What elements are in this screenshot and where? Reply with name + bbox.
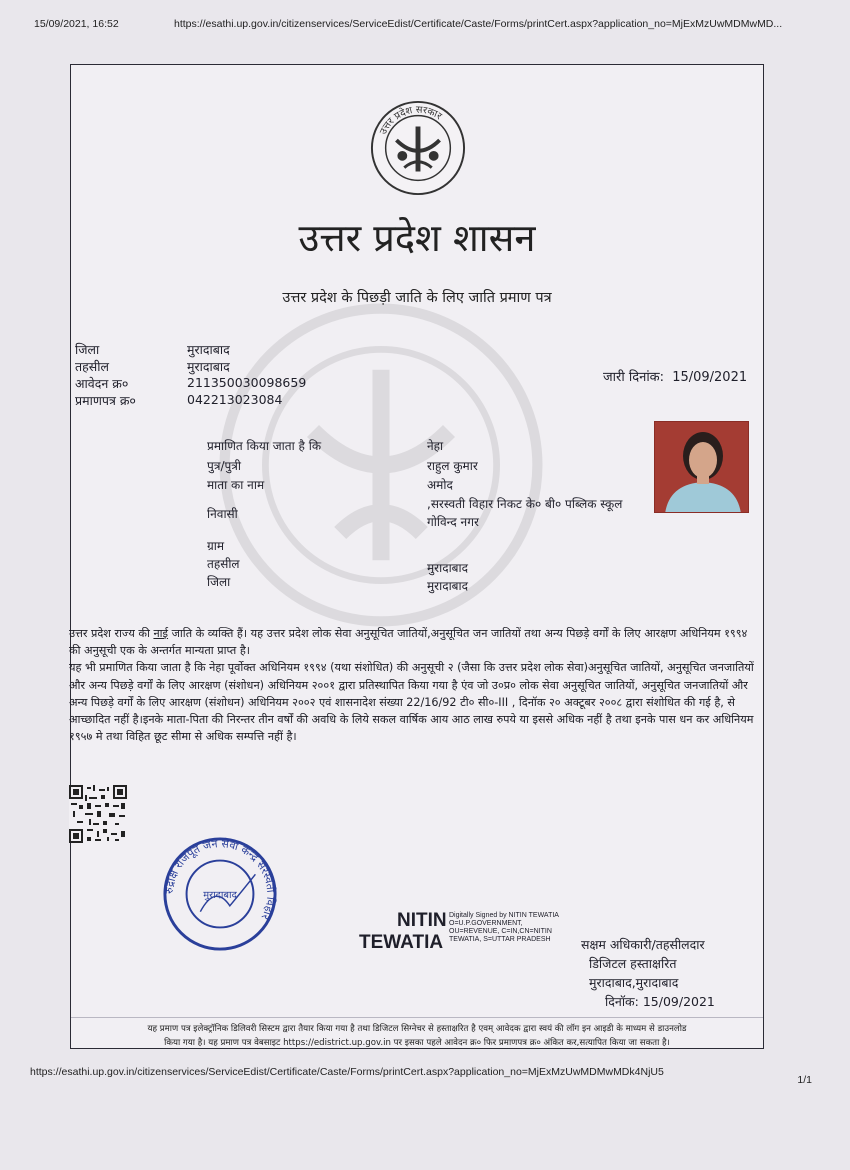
qr-code-icon xyxy=(69,785,127,843)
authority-designation: सक्षम अधिकारी/तहसीलदार xyxy=(581,937,705,952)
applicant-photo-image xyxy=(655,422,749,513)
authority-date: दिनॉक: 15/09/2021 xyxy=(605,994,715,1009)
body-paragraph-2: यह भी प्रमाणित किया जाता है कि नेहा पूर्वोक्त अधिनियम १९९४ (यथा संशोधित) की अनुसूची २ (जैसा कि उत्तर प्रदेश लोक सेवा)अनुसूचित जातियों, अनुसूचित जनजातियों और अन्य पिछड़े वर्गों के लिए आरक्षण (संशोधन) अधिनियम २००१ द्वारा प्रतिस्थापित किया गया है एंव जो उ०प्र० लोक सेवा अनुसूचित जातियों, अनुसूचित जनजातियों और अन्य पिछड़े वर्गों के लिए आरक्षण (संशोधन) अधिनियम २००२ एवं शासनादेश संख्या 22/16/92 टी० सी०-III , दिनॉक २० अक्टूबर २००८ द्वारा संशोधित की गई है, से आच्छादित नहीं है।इनके माता-पिता की निरन्तर तीन वर्षों की अवधि के लिये सकल वार्षिक आय आठ लाख रुपये या इससे अधिक नहीं है तथा इनके पास धन कर अधिनियम १९५७ मे तथा विहित छूट सीमा से अधिक सम्पत्ति नहीं है। xyxy=(69,661,754,744)
page-title: उत्तर प्रदेश शासन xyxy=(298,216,536,260)
seal-icon xyxy=(161,835,279,953)
authority-digital-signed: डिजिटल हस्ताक्षरित xyxy=(589,956,677,971)
body-paragraph-1: उत्तर प्रदेश राज्य की नाई जाति के व्यक्ति हैं। यह उत्तर प्रदेश लोक सेवा अनुसूचित जातियों,अनुसूचित जन जातियों तथा अन्य पिछड़े वर्गों के लिए आरक्षण अधिनियम १९९४ की अनुसूची एक के अन्तर्गत मान्यता प्राप्त है। xyxy=(69,627,748,658)
svg-text:रुद्राक्ष राजपूत जन सेवा केन्द xyxy=(163,837,278,922)
certificate-body xyxy=(69,625,759,745)
seal-center-text: मुरादाबाद xyxy=(203,889,237,901)
seal-text: रुद्राक्ष राजपूत जन सेवा केन्द्र सरस्वती विहार xyxy=(162,837,278,922)
issuing-authority xyxy=(581,935,715,1011)
issue-date-label: जारी दिनांक: xyxy=(603,370,665,385)
print-timestamp: 15/09/2021, 16:52 xyxy=(34,18,119,30)
caste-name: नाई xyxy=(153,627,169,640)
authority-location: मुरादाबाद,मुरादाबाद xyxy=(589,975,679,990)
certificate: उत्तर प्रदेश सरकार उत्तर प्रदेश शासन उत्तर प्रदेश के पिछड़ी जाति के लिए जाति प्रमाण पत्र जिला मुरादाबाद तहसील मुरादाबाद आवेदन क्र० 211350030098659 प्रमाणपत्र क्र० 042213023084 जारी दिनांक: 15/09/2021 प्रमाणित किया जाता है कि नेहा पुत्र/पुत्री राहुल कुमार माता का नाम अमोद निवासी ,सरस्वती विहार निकट के० बी० पब्लिक स्कूल गोविन्द नगर ग्राम तहसील मुरादाबाद जिला मुरादाबाद उत्तर प्रदेश राज्य की नाई जाति के व्यक्ति हैं। यह उत्तर प्रदेश लोक सेवा अनुसूचित जातियों,अनुसूचित जन जातियों तथा अन्य पिछड़े वर्गों के लिए आरक्षण अधिनियम १९९४ की अनुसूची एक के अन्तर्गत मान्यता प्राप्त है। यह भी प्रमाणित किया जाता है कि नेहा पूर्वोक्त अधिनियम १९९४ (यथा संशोधित) की अनुसूची २ (जैसा कि उत्तर प्रदेश लोक सेवा)अनुसूचित जातियों, अनुसूचित जनजातियों और अन्य पिछड़े वर्गों के लिए आरक्षण (संशोधन) अधिनियम २००१ द्वारा प्रतिस्थापित किया गया है एंव जो उ०प्र० लोक सेवा अनुसूचित जातियों, अनुसूचित जनजातियों और अन्य पिछड़े वर्गों के लिए आरक्षण (संशोधन) अधिनियम २००२ एवं शासनादेश संख्या 22/16/92 टी० सी०-III , दिनॉक २० अक्टूबर २००८ द्वारा संशोधित की गई है, से आच्छादित नहीं है।इनके माता-पिता की निरन्तर तीन वर्षों की अवधि के लिये सकल वार्षिक आय आठ लाख रुपये या इससे अधिक नहीं है तथा इनके पास धन कर अधिनियम १९५७ मे तथा विहित छूट सीमा से अधिक सम्पत्ति नहीं है। रुद्राक्ष राजपूत जन सेवा केन्द्र सरस्वती विहार मुरादाबाद NITIN TEWATIA Digitally Signed by NITIN TEWATIA O=U.P.GOVERNMENT, OU=REVENUE, C=IN,CN=NITIN TEWATIA, S=UTTAR PRADESH सक्षम अधिकारी/तहसीलदार डिजिटल हस्ताक्षरित मुरादाबाद,मुरादाबाद दिनॉक: 15/09/2021 यह प्रमाण पत्र इलेक्ट्रॉनिक डिलिवरी सिस्टम द्वारा तैयार किया गया है तथा डिजिटल सिग्नेचर से हस्ताक्षरित है एवम् आवेदक द्वारा स्वयं की लॉग इन आइडी के माध्यम से डाउनलोड किया गया है। यह प्रमाण पत्र वेबसाइट https://edistrict.up.gov.in पर इसका पहले आवेदन क्र० फिर प्रमाणपत्र क्र० अंकित कर,सत्यापित किया जा सकता है। xyxy=(70,64,764,1049)
issue-date-value: 15/09/2021 xyxy=(672,370,748,385)
applicant-photo xyxy=(654,421,749,513)
up-emblem-icon xyxy=(369,99,467,197)
print-footer xyxy=(30,1066,812,1086)
signer-first-name: NITIN xyxy=(397,910,447,931)
page-number: 1/1 xyxy=(797,1074,812,1086)
certificate-subtitle: उत्तर प्रदेश के पिछड़ी जाति के लिए जाति प्रमाण पत्र xyxy=(282,290,552,306)
print-url: https://esathi.up.gov.in/citizenservices/ServiceEdist/Certificate/Caste/Forms/printCert.aspx?application_no=MjExMzUwMDMwMD... xyxy=(174,18,783,30)
certificate-footer-note: यह प्रमाण पत्र इलेक्ट्रॉनिक डिलिवरी सिस्टम द्वारा तैयार किया गया है तथा डिजिटल सिग्नेचर से हस्ताक्षरित है एवम् आवेदक द्वारा स्वयं की लॉग इन आइडी के माध्यम से डाउनलोड किया गया है। यह प्रमाण पत्र वेबसाइट https://edistrict.up.gov.in पर इसका पहले आवेदन क्र० फिर प्रमाणपत्र क्र० अंकित कर,सत्यापित किया जा सकता है। xyxy=(71,1017,763,1050)
print-footer-url: https://esathi.up.gov.in/citizenservices/ServiceEdist/Certificate/Caste/Forms/printCert.aspx?application_no=MjExMzUwMDMwMDk4NjU5 xyxy=(30,1066,664,1078)
issue-date xyxy=(599,367,747,385)
signer-last-name: TEWATIA xyxy=(359,932,444,953)
digital-signature-details: Digitally Signed by NITIN TEWATIA O=U.P.GOVERNMENT, OU=REVENUE, C=IN,CN=NITIN TEWATIA, S=UTTAR PRADESH xyxy=(449,912,559,943)
emblem-text: उत्तर प्रदेश सरकार xyxy=(377,104,444,137)
